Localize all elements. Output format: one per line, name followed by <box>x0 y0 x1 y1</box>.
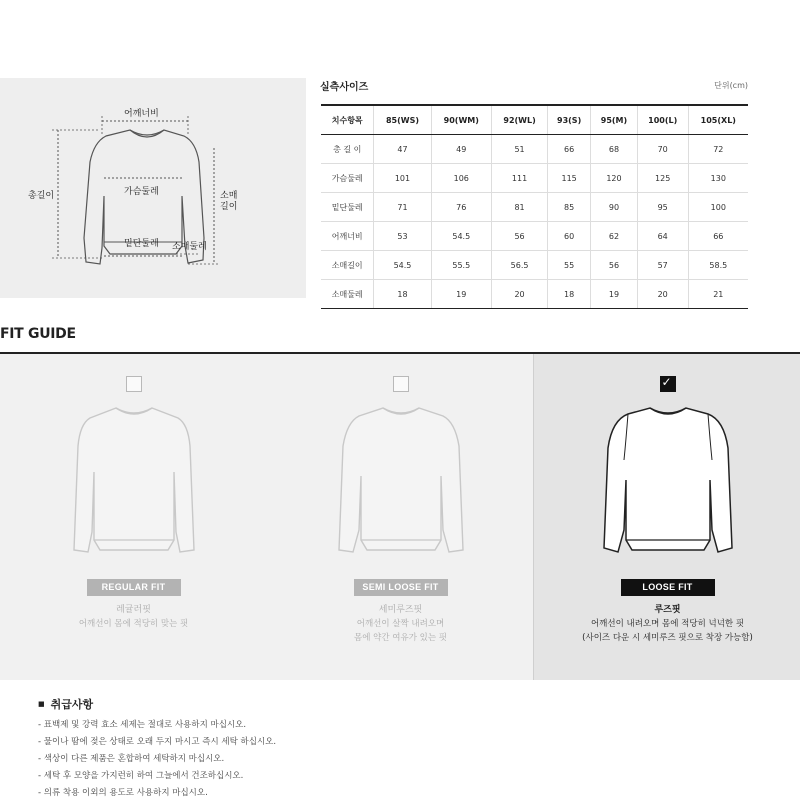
row-label-cell: 밑단둘레 <box>321 193 374 222</box>
chest-label: 가슴둘레 <box>124 187 159 197</box>
fit-option-semi-loose[interactable] <box>267 354 534 680</box>
fit-desc-line: 어깨선이 몸에 적당히 맞는 핏 <box>78 619 189 629</box>
fit-name: 루즈핏 <box>654 605 681 615</box>
care-title: ■ 취급사항 <box>38 696 93 712</box>
size-table-title: 실측사이즈 <box>320 82 369 93</box>
fit-description <box>267 617 534 645</box>
checkmark-icon[interactable] <box>660 376 676 392</box>
table-cell: 68 <box>591 135 638 164</box>
table-cell: 81 <box>492 193 548 222</box>
sweater-semi-loose-icon <box>331 400 471 570</box>
table-cell: 54.5 <box>374 251 431 280</box>
table-cell: 100 <box>688 193 748 222</box>
header-cell: 105(XL) <box>688 105 748 135</box>
fit-desc-line: (사이즈 다운 시 세미루즈 핏으로 착장 가능함) <box>582 633 753 643</box>
table-cell: 19 <box>431 280 492 309</box>
table-cell: 18 <box>374 280 431 309</box>
fit-desc-line: 몸에 약간 여유가 있는 핏 <box>354 633 447 643</box>
care-item: - 색상이 다른 제품은 혼합하여 세탁하지 마십시오. <box>38 751 276 768</box>
table-cell: 57 <box>637 251 688 280</box>
sweater-loose-icon <box>598 400 738 570</box>
row-label-cell: 총 길 이 <box>321 135 374 164</box>
size-diagram <box>0 78 306 298</box>
table-row <box>321 280 748 309</box>
table-cell: 60 <box>548 222 591 251</box>
checkbox-icon[interactable] <box>393 376 409 392</box>
row-label-cell: 소매둘레 <box>321 280 374 309</box>
fit-desc-line: 어깨선이 살짝 내려오며 <box>356 619 445 629</box>
table-row <box>321 222 748 251</box>
header-cell: 90(WM) <box>431 105 492 135</box>
table-header-row <box>321 105 748 135</box>
fit-badge: SEMI LOOSE FIT <box>354 579 448 596</box>
care-item: - 의류 착용 이외의 용도로 사용하지 마십시오. <box>38 785 276 802</box>
table-row <box>321 135 748 164</box>
header-cell: 85(WS) <box>374 105 431 135</box>
fit-guide-title: FIT GUIDE <box>0 326 76 342</box>
sleeve-length-label-2: 길이 <box>220 202 238 212</box>
table-cell: 85 <box>548 193 591 222</box>
care-item: - 물이나 땀에 젖은 상태로 오래 두지 마시고 즉시 세탁 하십시오. <box>38 734 276 751</box>
table-cell: 72 <box>688 135 748 164</box>
table-cell: 55.5 <box>431 251 492 280</box>
care-item: - 세탁 후 모양을 가지런히 하여 그늘에서 건조하십시오. <box>38 768 276 785</box>
table-cell: 51 <box>492 135 548 164</box>
table-cell: 120 <box>591 164 638 193</box>
table-cell: 90 <box>591 193 638 222</box>
table-cell: 56 <box>492 222 548 251</box>
table-cell: 95 <box>637 193 688 222</box>
length-label: 총길이 <box>28 191 55 201</box>
table-cell: 130 <box>688 164 748 193</box>
table-cell: 21 <box>688 280 748 309</box>
fit-description <box>534 617 800 645</box>
table-cell: 115 <box>548 164 591 193</box>
table-cell: 101 <box>374 164 431 193</box>
table-row <box>321 193 748 222</box>
fit-name: 세미루즈핏 <box>378 605 423 615</box>
header-cell: 92(WL) <box>492 105 548 135</box>
size-table <box>321 104 748 309</box>
fit-description <box>0 617 267 631</box>
table-cell: 56.5 <box>492 251 548 280</box>
table-cell: 54.5 <box>431 222 492 251</box>
fit-badge: REGULAR FIT <box>87 579 181 596</box>
table-cell: 106 <box>431 164 492 193</box>
header-cell: 100(L) <box>637 105 688 135</box>
sweater-regular-icon <box>64 400 204 570</box>
table-cell: 66 <box>688 222 748 251</box>
table-cell: 56 <box>591 251 638 280</box>
table-cell: 71 <box>374 193 431 222</box>
table-cell: 58.5 <box>688 251 748 280</box>
table-cell: 20 <box>637 280 688 309</box>
fit-name: 레귤러핏 <box>116 605 151 615</box>
care-item: - 표백제 및 강력 효소 세제는 절대로 사용하지 마십시오. <box>38 717 276 734</box>
row-label-cell: 가슴둘레 <box>321 164 374 193</box>
table-cell: 49 <box>431 135 492 164</box>
header-cell: 치수항목 <box>321 105 374 135</box>
table-cell: 53 <box>374 222 431 251</box>
table-cell: 70 <box>637 135 688 164</box>
fit-option-regular[interactable] <box>0 354 267 680</box>
table-row <box>321 251 748 280</box>
row-label-cell: 소매길이 <box>321 251 374 280</box>
fit-option-loose[interactable] <box>533 354 800 680</box>
table-cell: 47 <box>374 135 431 164</box>
table-cell: 111 <box>492 164 548 193</box>
table-cell: 20 <box>492 280 548 309</box>
table-cell: 64 <box>637 222 688 251</box>
shoulder-label: 어깨너비 <box>124 109 159 119</box>
table-cell: 62 <box>591 222 638 251</box>
sleeve-length-label-1: 소매 <box>220 191 238 201</box>
checkbox-icon[interactable] <box>126 376 142 392</box>
care-list <box>38 717 276 802</box>
cuff-label: 소매둘레 <box>172 242 207 252</box>
fit-desc-line: 어깨선이 내려오며 몸에 적당히 넉넉한 핏 <box>590 619 745 629</box>
table-cell: 18 <box>548 280 591 309</box>
table-cell: 66 <box>548 135 591 164</box>
header-cell: 93(S) <box>548 105 591 135</box>
table-cell: 76 <box>431 193 492 222</box>
size-table-unit: 단위(cm) <box>714 81 748 90</box>
header-cell: 95(M) <box>591 105 638 135</box>
fit-badge: LOOSE FIT <box>621 579 715 596</box>
table-cell: 55 <box>548 251 591 280</box>
table-row <box>321 164 748 193</box>
row-label-cell: 어깨너비 <box>321 222 374 251</box>
table-cell: 125 <box>637 164 688 193</box>
table-cell: 19 <box>591 280 638 309</box>
hem-label: 밑단둘레 <box>124 239 159 249</box>
